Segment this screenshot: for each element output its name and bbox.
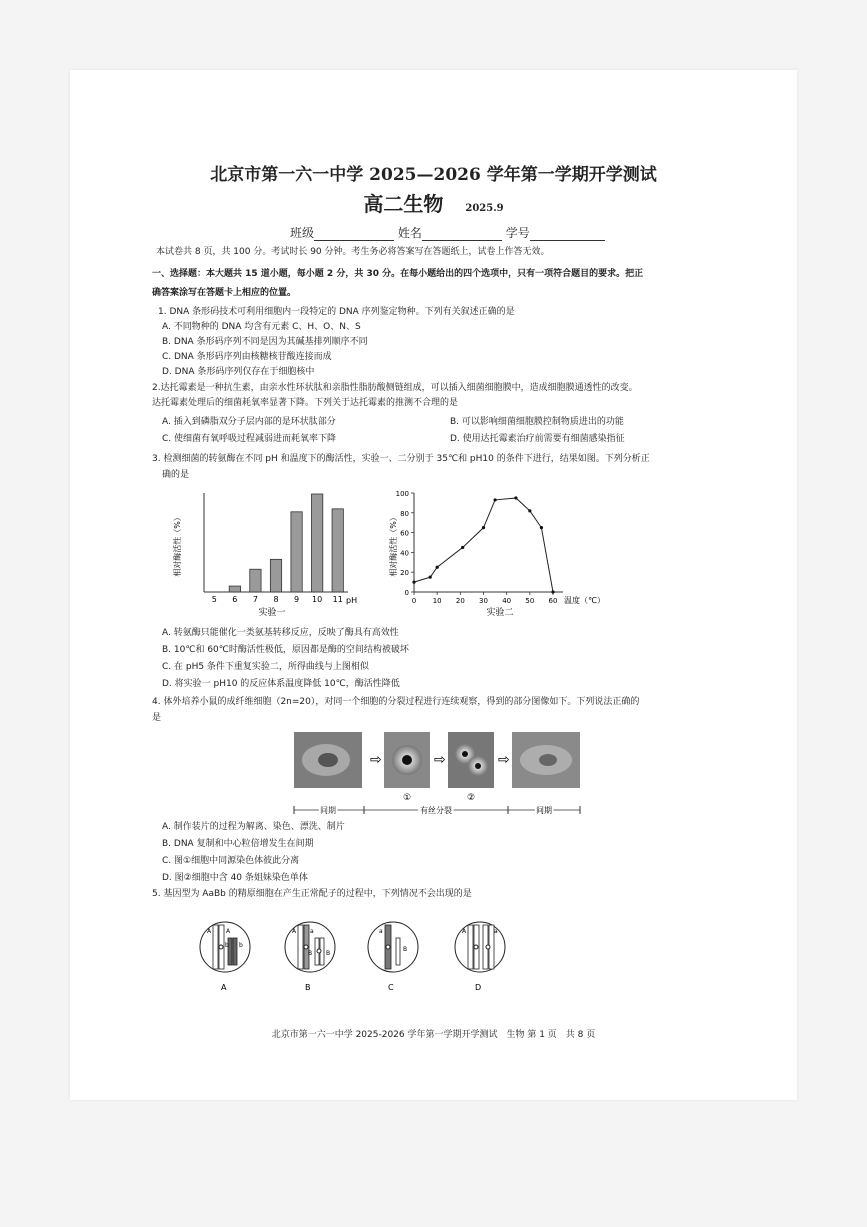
chart2-x-label: 温度（℃） xyxy=(564,596,605,605)
q2-option-d: D. 使用达托霉素治疗前需要有细菌感染指征 xyxy=(450,434,625,444)
chart1-x-tick: 8 xyxy=(273,595,279,604)
svg-text:b: b xyxy=(225,942,229,949)
chart2-title: 实验二 xyxy=(486,608,514,618)
q4-option-a: A. 制作装片的过程为解离、染色、漂洗、制片 xyxy=(162,822,345,832)
chart2-x-tick: 30 xyxy=(479,597,488,605)
arrow-icon: ⇨ xyxy=(434,752,446,768)
svg-text:b: b xyxy=(239,942,243,949)
q5-stem: 5. 基因型为 AaBb 的精原细胞在产生正常配子的过程中，下列情况不会出现的是 xyxy=(152,889,472,899)
chart1-y-label: 相对酶活性（%） xyxy=(173,513,182,577)
q1-stem: 1. DNA 条形码技术可利用细胞内一段特定的 DNA 序列鉴定物种。下列有关叙述正确的是 xyxy=(158,307,515,317)
chart2-x-tick: 20 xyxy=(455,597,465,605)
exam-page xyxy=(70,70,797,1100)
q5-cell-diagrams xyxy=(195,915,515,995)
svg-text:a: a xyxy=(494,928,498,935)
chart2-x-tick: 0 xyxy=(411,597,417,605)
name-field[interactable] xyxy=(422,228,502,241)
label-mitosis: 有丝分裂 xyxy=(420,806,452,815)
chart2-point xyxy=(528,509,531,512)
svg-text:B: B xyxy=(403,946,408,953)
chart2-y-tick: 100 xyxy=(395,490,409,498)
chart1-x-tick: 6 xyxy=(232,595,238,604)
q2-option-a: A. 插入到磷脂双分子层内部的是环状肽部分 xyxy=(162,417,336,427)
chart2-y-tick: 40 xyxy=(400,549,409,558)
q2-stem-line1: 2.达托霉素是一种抗生素，由亲水性环状肽和亲脂性脂肪酸侧链组成，可以插入细菌细胞膜中，造成细胞膜通透性的改变。 xyxy=(152,383,638,393)
chart2-point xyxy=(412,581,415,584)
chart2-point xyxy=(436,566,439,569)
chart1-title: 实验一 xyxy=(258,608,286,618)
chart1-bar-8 xyxy=(270,559,281,592)
chart2-x-tick: 60 xyxy=(548,597,558,605)
chart2-point xyxy=(514,496,517,499)
q1-option-c: C. DNA 条形码序列由核糖核苷酸连接而成 xyxy=(162,352,332,362)
q2-stem-line2: 达托霉素处理后的细菌耗氧率显著下降。下列关于达托霉素的推测不合理的是 xyxy=(152,398,459,408)
q3-option-b: B. 10℃和 60℃时酶活性极低，原因都是酶的空间结构被破坏 xyxy=(162,645,409,655)
label-b: B xyxy=(305,983,311,992)
chart2-y-tick: 80 xyxy=(400,509,409,518)
chart2-point xyxy=(429,576,432,579)
q3-option-c: C. 在 pH5 条件下重复实验二，所得曲线与上图相似 xyxy=(162,662,369,672)
cell-division-figure xyxy=(290,730,590,818)
svg-text:a: a xyxy=(310,928,314,935)
q4-option-b: B. DNA 复制和中心粒倍增发生在间期 xyxy=(162,839,314,849)
instructions: 本试卷共 8 页，共 100 分。考试时长 90 分钟。考生务必将答案写在答题纸上，试卷上作答无效。 xyxy=(156,247,550,257)
label-d: D xyxy=(475,983,482,992)
student-info xyxy=(290,224,605,241)
chart2-y-tick: 60 xyxy=(400,529,409,538)
svg-text:a: a xyxy=(379,928,383,935)
arrow-icon: ⇨ xyxy=(370,752,382,768)
number-label: 学号 xyxy=(505,226,530,240)
q2-option-b: B. 可以影响细菌细胞膜控制物质进出的功能 xyxy=(450,417,624,427)
label-interphase-2: 间期 xyxy=(536,806,552,815)
page-footer: 北京市第一六一中学 2025-2026 学年第一学期开学测试 生物 第 1 页 共 8 页 xyxy=(271,1030,596,1040)
exam-title: 北京市第一六一中学 2025—2026 学年第一学期开学测试 xyxy=(210,165,657,185)
chart1-x-label: pH xyxy=(346,596,358,605)
chart1-x-tick: 5 xyxy=(211,595,217,604)
chart1-bar-7 xyxy=(250,569,261,592)
chart2-y-tick: 0 xyxy=(404,589,409,597)
q3-stem-line1: 3. 检测细菌的转氨酶在不同 pH 和温度下的酶活性，实验一、二分别于 35℃和 pH10 的条件下进行，结果如图。下列分析正 xyxy=(152,454,650,464)
class-label: 班级 xyxy=(290,226,315,240)
chart2-y-tick: 20 xyxy=(400,569,409,578)
chart2-point xyxy=(482,526,485,529)
chart1-x-tick: 9 xyxy=(294,595,300,604)
q4-stem-line1: 4. 体外培养小鼠的成纤维细胞（2n=20），对同一个细胞的分裂过程进行连续观察，得到的部分图像如下。下列说法正确的 xyxy=(152,697,640,707)
chart2-series-line xyxy=(414,498,553,592)
svg-text:A: A xyxy=(292,928,297,935)
chart2-x-tick: 50 xyxy=(525,597,535,605)
q4-option-c: C. 图①细胞中同源染色体彼此分离 xyxy=(162,856,300,866)
label-c: C xyxy=(388,983,394,992)
chart1-bar-10 xyxy=(311,494,322,592)
q1-option-b: B. DNA 条形码序列不同是因为其碱基排列顺序不同 xyxy=(162,337,368,347)
svg-text:B: B xyxy=(326,950,331,957)
label-stage-2: ② xyxy=(466,793,476,803)
exam-subject xyxy=(70,188,797,217)
chart2-point xyxy=(540,526,543,529)
class-field[interactable] xyxy=(314,228,394,241)
chart1-x-tick: 10 xyxy=(312,595,323,604)
subject-name: 高二生物 xyxy=(363,192,444,216)
chart2-y-label: 相对酶活性（%） xyxy=(389,513,398,577)
q1-option-a: A. 不同物种的 DNA 均含有元素 C、H、O、N、S xyxy=(162,322,361,332)
q2-option-c: C. 使细菌有氧呼吸过程减弱进而耗氧率下降 xyxy=(162,434,337,444)
arrow-icon: ⇨ xyxy=(498,752,510,768)
cell-diagram-c xyxy=(368,922,418,972)
chart2-point xyxy=(461,546,464,549)
number-field[interactable] xyxy=(530,228,605,241)
label-stage-1: ① xyxy=(402,793,412,803)
svg-text:A: A xyxy=(462,928,467,935)
chart2-x-tick: 10 xyxy=(432,597,442,605)
chart2-x-tick: 40 xyxy=(502,597,512,605)
chart1-bar-9 xyxy=(291,512,302,592)
chart1-x-tick: 11 xyxy=(332,595,343,604)
svg-text:B: B xyxy=(308,950,313,957)
q3-option-d: D. 将实验一 pH10 的反应体系温度降低 10℃，酶活性降低 xyxy=(162,679,400,689)
name-label: 姓名 xyxy=(397,226,422,240)
chart2-point xyxy=(551,590,554,593)
label-a: A xyxy=(221,983,227,992)
svg-text:A: A xyxy=(207,928,212,935)
section1-line1: 一、选择题：本大题共 15 道小题，每小题 2 分，共 30 分。在每小题给出的四个选项中，只有一项符合题目的要求。把正 xyxy=(152,269,644,279)
chart1-bar-11 xyxy=(332,509,343,592)
chart-experiment-1 xyxy=(168,485,368,620)
q4-option-d: D. 图②细胞中含 40 条姐妹染色单体 xyxy=(162,873,308,883)
chart2-point xyxy=(493,498,496,501)
q3-stem-line2: 确的是 xyxy=(162,470,190,480)
chart-experiment-2 xyxy=(388,485,628,620)
exam-date: 2025.9 xyxy=(465,203,504,214)
chart1-x-tick: 7 xyxy=(252,595,258,604)
chart1-bar-6 xyxy=(229,586,240,592)
q3-option-a: A. 转氨酶只能催化一类氨基转移反应，反映了酶具有高效性 xyxy=(162,628,399,638)
label-interphase-1: 间期 xyxy=(320,806,336,815)
section1-line2: 确答案涂写在答题卡上相应的位置。 xyxy=(152,288,297,298)
q1-option-d: D. DNA 条形码序列仅存在于细胞核中 xyxy=(162,367,315,377)
q4-stem-line2: 是 xyxy=(152,713,162,723)
svg-text:A: A xyxy=(226,928,231,935)
